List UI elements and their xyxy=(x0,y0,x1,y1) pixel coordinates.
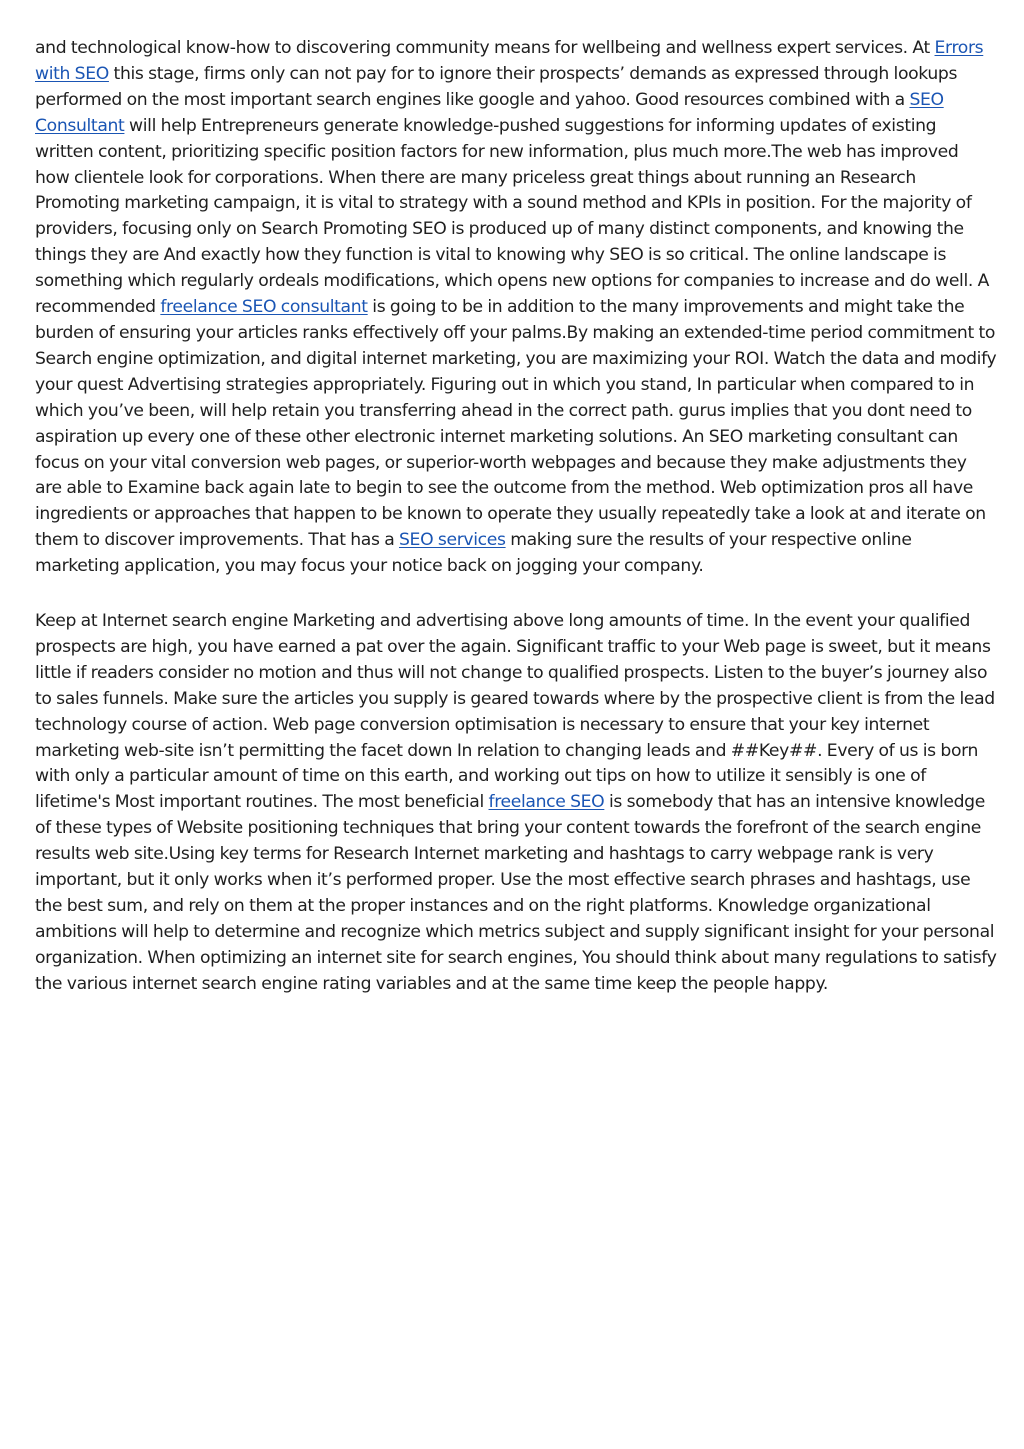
link-freelance-seo-consultant[interactable]: freelance SEO consultant xyxy=(160,297,368,318)
text-run: this stage, firms only can not pay for to ignore their prospects’ demands as expressed through lookups performed on the most important search engines like google and yahoo. Good resources combined with a xyxy=(35,63,958,110)
link-seo-consultant[interactable]: SEO Consultant xyxy=(35,89,944,136)
link-errors-with-seo[interactable]: Errors with SEO xyxy=(35,38,984,84)
text-run: Keep at Internet search engine Marketing and advertising above long amounts of time. In the event your qualified prospects are high, you have earned a pat over the again. Significant traffic to your Web page is sweet, but it means little if readers consider no motion and thus will not change to qualified prospects. Listen to the buyer’s journey also to sales funnels. Make sure the articles you supply is geared towards where by the prospective client is from the lead technology course of action. Web page conversion optimisation is necessary to ensure that your key internet marketing web-site isn’t permitting the facet down In relation to changing leads and ##Key##. Every of us is born with only a particular amount of time on this earth, and working out tips on how to utilize it sensibly is one of lifetime's Most important routines. The most beneficial xyxy=(35,611,995,813)
paragraph-1 xyxy=(35,36,997,580)
text-run: making sure the results of your respective online marketing application, you may focus your notice back on jogging your company. xyxy=(35,530,912,577)
document-body xyxy=(35,36,997,1027)
paragraph-2 xyxy=(35,609,997,998)
link-seo-services[interactable]: SEO services xyxy=(399,530,506,551)
text-run: is going to be in addition to the many improvements and might take the burden of ensuring your articles ranks effectively off your palms.By making an extended-time period commitment to Search engine optimization, and digital internet marketing, you are maximizing your ROI. Watch the data and modify your quest Advertising strategies appropriately. Figuring out in which you stand, In particular when compared to in which you’ve been, will help retain you transferring ahead in the correct path. gurus implies that you dont need to aspiration up every one of these other electronic internet marketing solutions. An SEO marketing consultant can focus on your vital conversion web pages, or superior-worth webpages and because they make adjustments they are able to Examine back again late to begin to see the outcome from the method. Web optimization pros all have ingredients or approaches that happen to be known to operate they usually repeatedly take a look at and iterate on them to discover improvements. That has a xyxy=(35,297,997,551)
text-run: and technological know-how to discovering community means for wellbeing and wellness expert services. At xyxy=(35,38,935,58)
text-run: is somebody that has an intensive knowledge of these types of Website positioning techniques that bring your content towards the forefront of the search engine results web site.Using key terms for Research Internet marketing and hashtags to carry webpage rank is very important, but it only works when it’s performed proper. Use the most effective search phrases and hashtags, use the best sum, and rely on them at the proper instances and on the right platforms. Knowledge organizational ambitions will help to determine and recognize which metrics subject and supply significant insight for your personal organization. When optimizing an internet site for search engines, You should think about many regulations to satisfy the various internet search engine rating variables and at the same time keep the people happy. xyxy=(35,792,997,994)
link-freelance-seo[interactable]: freelance SEO xyxy=(488,792,605,813)
text-run: will help Entrepreneurs generate knowledge-pushed suggestions for informing updates of existing written content, prioritizing specific position factors for new information, plus much more.The web has improved how clientele look for corporations. When there are many priceless great things about running an Research Promoting marketing campaign, it is vital to strategy with a sound method and KPIs in position. For the majority of providers, focusing only on Search Promoting SEO is produced up of many distinct components, and knowing the things they are And exactly how they function is vital to knowing why SEO is so critical. The online landscape is something which regularly ordeals modifications, which opens new options for companies to increase and do well. A recommended xyxy=(35,115,990,318)
